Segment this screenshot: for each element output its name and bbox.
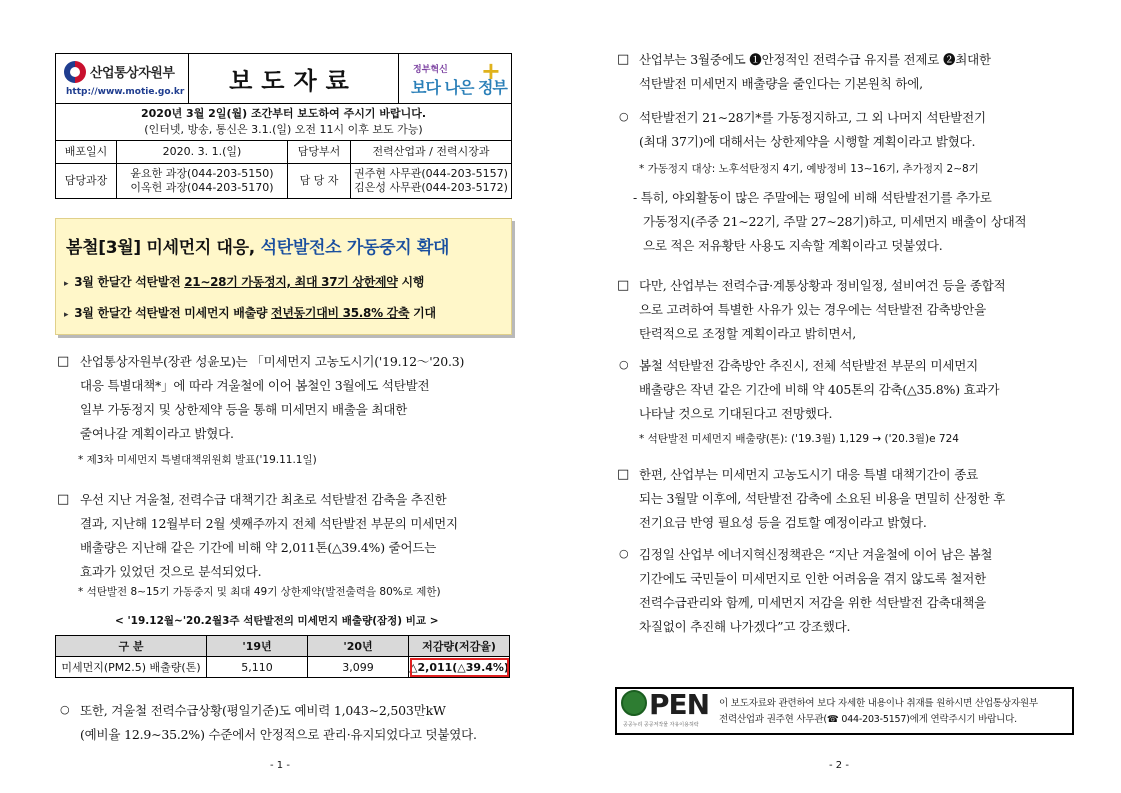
contact-line-2: 전력산업과 권주현 사무관(☎ 044-203-5157)에게 연락주시기 바랍니다. [719,714,1017,725]
table-header: '20년 [308,636,409,657]
table-caption: < '19.12월~'20.2월3주 석탄발전의 미세먼지 배출량(잠정) 비교 > [115,615,439,627]
contact-text [719,696,1038,728]
text-line: 다만, 산업부는 전력수급·계통상황과 정비일정, 설비여건 등을 종합적 [639,278,1006,293]
p1-para-3 [80,699,515,747]
headline-box [55,218,512,335]
contact-box [615,687,1074,735]
plus-icon: + [480,57,501,85]
dept-label: 담당부서 [288,141,351,163]
bullet2-b: 전년동기대비 35.8% 감축 [271,306,410,320]
text-line: 줄여나갈 계획이라고 밝혔다. [80,426,234,441]
text-line: 대응 특별대책*」에 따라 겨울철에 이어 봄철인 3월에도 석탄발전 [80,378,430,393]
text-line: 석탄발전기 21∼28기*를 가동정지하고, 그 외 나머지 석탄발전기 [639,110,986,125]
p2-footnote-1: * 가동정지 대상: 노후석탄정지 4기, 예방정비 13∼16기, 추가정지 2∼8기 [639,163,979,175]
ministry-name: 산업통상자원부 [90,66,175,81]
staff-2: 김은성 사무관(044-203-5172) [354,181,508,194]
managers [117,164,288,198]
checkbox-bullet-icon: □ [617,467,630,482]
p2-para-7 [639,543,1079,639]
text-line: 배출량은 작년 같은 기간에 비해 약 405톤의 감축(△35.8%) 효과가 [639,382,1000,397]
text-line: 전력수급관리와 함께, 미세먼지 저감을 위한 석탄발전 감축대책을 [639,595,987,610]
gov-slogan-small: 정부혁신 [413,65,448,75]
headline-bullet-1 [64,273,424,290]
text-line: 일부 가동정지 및 상한제약 등을 통해 미세먼지 배출을 최대한 [80,402,408,417]
gov-innovation-logo [399,54,511,103]
ministry-logo [56,54,189,103]
text-line: 우선 지난 겨울철, 전력수급 대책기간 최초로 석탄발전 감축을 추진한 [80,492,447,507]
p2-para-4 [639,274,1079,346]
text-line: (최대 37기)에 대해서는 상한제약을 시행할 계획이라고 밝혔다. [639,134,976,149]
table-header: 저감량(저감율) [409,636,510,657]
page-number: - 1 - [270,760,290,771]
p2-para-1 [639,48,1079,96]
text-line: - 특히, 야외활동이 많은 주말에는 평일에 비해 석탄발전기를 추가로 [633,190,992,205]
press-header [55,53,512,199]
text-line: 또한, 겨울철 전력수급상황(평일기준)도 예비력 1,043∼2,503만kW [80,703,446,718]
gov-slogan-big: 보다 나은 정부 [411,78,507,97]
dist-date: 2020. 3. 1.(일) [117,141,288,163]
checkbox-bullet-icon: □ [617,52,630,67]
text-line: 전기요금 반영 필요성 등을 검토할 예정이라고 밝혔다. [639,515,927,530]
text-line: 차질없이 추진해 나가겠다”고 강조했다. [639,619,851,634]
reduction-cell: △2,011(△39.4%) [409,657,510,678]
mgr-label: 담당과장 [56,164,117,198]
text-line: 가동정지(주중 21∼22기, 주말 27∼28기)하고, 미세먼지 배출이 상대적 [643,214,1027,229]
p2-para-2 [639,106,1079,154]
open-license-logo [621,688,711,728]
bullet2-c: 기대 [409,306,436,320]
open-logo-letters: PEN [649,688,710,721]
headline-title-a: 봄철[3월] 미세먼지 대응, [66,238,261,258]
page-number: - 2 - [829,760,849,771]
checkbox-bullet-icon: □ [617,278,630,293]
emission-table [55,635,510,678]
text-line: 산업부는 3월중에도 ❶안정적인 전력수급 유지를 전제로 ❷최대한 [639,52,991,67]
table-cell: 미세먼지(PM2.5) 배출량(톤) [56,657,207,678]
p2-para-6 [639,463,1079,535]
ministry-url[interactable]: http://www.motie.go.kr [66,87,185,97]
text-line: 으로 고려하여 특별한 사유가 있는 경우에는 석탄발전 감축방안을 [639,302,987,317]
contact-line-1: 이 보도자료와 관련하여 보다 자세한 내용이나 취재를 원하시면 산업통상자원부 [719,698,1038,709]
staff [351,164,511,198]
page-1 [0,0,560,793]
p2-para-3 [633,186,1079,258]
checkbox-bullet-icon: □ [57,492,70,507]
checkbox-bullet-icon: □ [57,354,70,369]
table-header: 구 분 [56,636,207,657]
circle-bullet-icon: ○ [619,547,629,560]
text-line: 효과가 있었던 것으로 분석되었다. [80,564,262,579]
table-row [56,657,510,678]
bullet1-a: 3월 한달간 석탄발전 [74,275,185,289]
text-line: 기간에도 국민들이 미세먼지로 인한 어려움을 겪지 않도록 철저한 [639,571,987,586]
text-line: 배출량은 지난해 같은 기간에 비해 약 2,011톤(△39.4%) 줄어드는 [80,540,437,555]
embargo-line1: 2020년 3월 2일(월) 조간부터 보도하여 주시기 바랍니다. [140,107,427,120]
page-2 [561,0,1121,793]
dept: 전력산업과 / 전력시장과 [372,145,490,158]
text-line: 으로 적은 저유황탄 사용도 지속할 계획이라고 덧붙였다. [643,238,943,253]
p1-para-2 [80,488,515,584]
circle-bullet-icon: ○ [619,110,629,123]
manager-2: 이옥헌 과장(044-203-5170) [130,181,274,194]
triangle-bullet-icon: ▸ [64,279,69,289]
headline-title [66,233,449,258]
table-cell: 3,099 [308,657,409,678]
p2-footnote-2: * 석탄발전 미세먼지 배출량(톤): ('19.3월) 1,129 → ('20.3월)e 724 [639,433,959,445]
circle-bullet-icon: ○ [60,703,70,716]
text-line: 나타날 것으로 기대된다고 전망했다. [639,406,833,421]
dist-date-label: 배포일시 [56,141,117,163]
p1-footnote-1: * 제3차 미세먼지 특별대책위원회 발표('19.11.1일) [78,454,317,466]
bullet1-b: 21∼28기 가동정지, 최대 37기 상한제약 [184,275,398,289]
open-tagline: 공공누리 공공저작물 자유이용허락 [623,722,699,728]
text-line: 한편, 산업부는 미세먼지 고농도시기 대응 특별 대책기간이 종료 [639,467,978,482]
text-line: 되는 3월말 이후에, 석탄발전 감축에 소요된 비용을 면밀히 산정한 후 [639,491,1006,506]
embargo-notice [56,104,511,141]
text-line: 봄철 석탄발전 감축방안 추진시, 전체 석탄발전 부문의 미세먼지 [639,358,978,373]
text-line: (예비율 12.9∼35.2%) 수준에서 안정적으로 관리·유지되었다고 덧붙였다. [80,727,477,742]
government-emblem-icon [64,61,86,83]
bullet2-a: 3월 한달간 석탄발전 미세먼지 배출량 [74,306,272,320]
open-circle-icon [621,690,647,716]
table-header: '19년 [207,636,308,657]
staff-1: 권주현 사무관(044-203-5157) [354,167,508,180]
open-logo-text [621,688,709,721]
text-line: 김정일 산업부 에너지혁신정책관은 “지난 겨울철에 이어 남은 봄철 [639,547,993,562]
triangle-bullet-icon: ▸ [64,310,69,320]
p2-para-5 [639,354,1079,426]
staff-label: 담 당 자 [288,164,351,198]
embargo-line2: (인터넷, 방송, 통신은 3.1.(일) 오전 11시 이후 보도 가능) [144,123,423,136]
text-line: 산업통상자원부(장관 성윤모)는 「미세먼지 고농도시기('19.12～'20.3) [80,354,465,369]
p1-footnote-2: * 석탄발전 8∼15기 가동중지 및 최대 49기 상한제약(발전출력을 80%로 제한) [78,586,441,598]
text-line: 탄력적으로 조정할 계획이라고 밝히면서, [639,326,856,341]
p1-para-1 [80,350,515,446]
text-line: 석탄발전 미세먼지 배출량을 줄인다는 기본원칙 하에, [639,76,923,91]
headline-title-b: 석탄발전소 가동중지 확대 [260,238,450,258]
press-release-title: 보도자료 [189,54,399,103]
headline-bullet-2 [64,304,436,321]
table-cell: 5,110 [207,657,308,678]
circle-bullet-icon: ○ [619,358,629,371]
text-line: 결과, 지난해 12월부터 2월 셋째주까지 전체 석탄발전 부문의 미세먼지 [80,516,458,531]
bullet1-c: 시행 [397,275,425,289]
manager-1: 윤요한 과장(044-203-5150) [130,167,274,180]
